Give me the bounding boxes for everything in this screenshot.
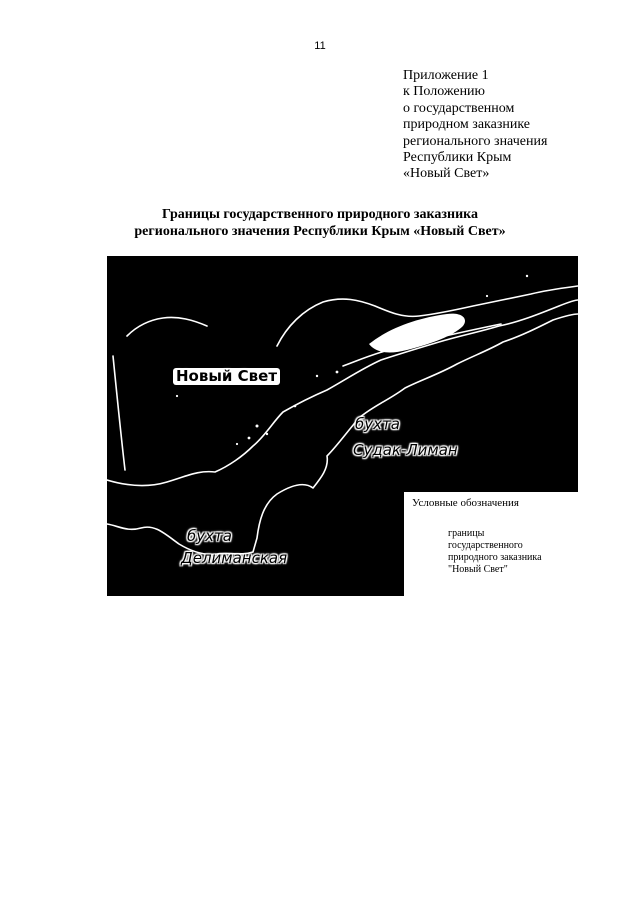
speck	[256, 425, 259, 428]
legend-line: границы	[448, 528, 485, 539]
legend-title: Условные обозначения	[412, 497, 519, 509]
coastline-inner	[107, 300, 578, 486]
speck	[266, 433, 268, 435]
speck	[176, 395, 178, 397]
small-ridge	[127, 317, 207, 336]
appendix-line: регионального значения	[403, 133, 548, 149]
legend-line: природного заказника	[448, 552, 542, 563]
speck	[526, 275, 528, 277]
appendix-line: природном заказнике	[403, 117, 531, 133]
legend-text	[448, 528, 576, 576]
speck	[236, 443, 238, 445]
speck	[336, 371, 339, 374]
appendix-line: о государственном	[403, 100, 515, 116]
appendix-line: Республики Крым	[403, 150, 512, 166]
left-edge	[113, 356, 125, 470]
label-bay-deli-2: Делиманская	[181, 549, 288, 567]
legend-line: "Новый Свет"	[448, 564, 508, 575]
label-bay-sudak-1: бухта	[355, 415, 400, 433]
label-bay-deli-1: бухта	[187, 527, 232, 545]
appendix-line: «Новый Свет»	[403, 166, 490, 182]
appendix-line: Приложение 1	[403, 68, 489, 83]
speck	[316, 375, 318, 377]
label-bay-sudak-2: Судак-Лиман	[353, 441, 458, 459]
appendix-line: к Положению	[403, 84, 486, 100]
page-number: 11	[314, 40, 326, 52]
title-line-1: Границы государственного природного заказника	[161, 207, 479, 222]
document-title	[0, 206, 640, 240]
title-line-2: регионального значения Республики Крым «Новый Свет»	[134, 224, 506, 239]
speck	[486, 295, 488, 297]
legend-line: государственного	[448, 540, 523, 551]
label-novy-svet: Новый Свет	[173, 368, 280, 385]
speck	[248, 437, 251, 440]
appendix-block	[403, 68, 603, 183]
bright-patch	[369, 314, 465, 353]
speck	[294, 405, 297, 408]
map-legend	[404, 492, 578, 596]
